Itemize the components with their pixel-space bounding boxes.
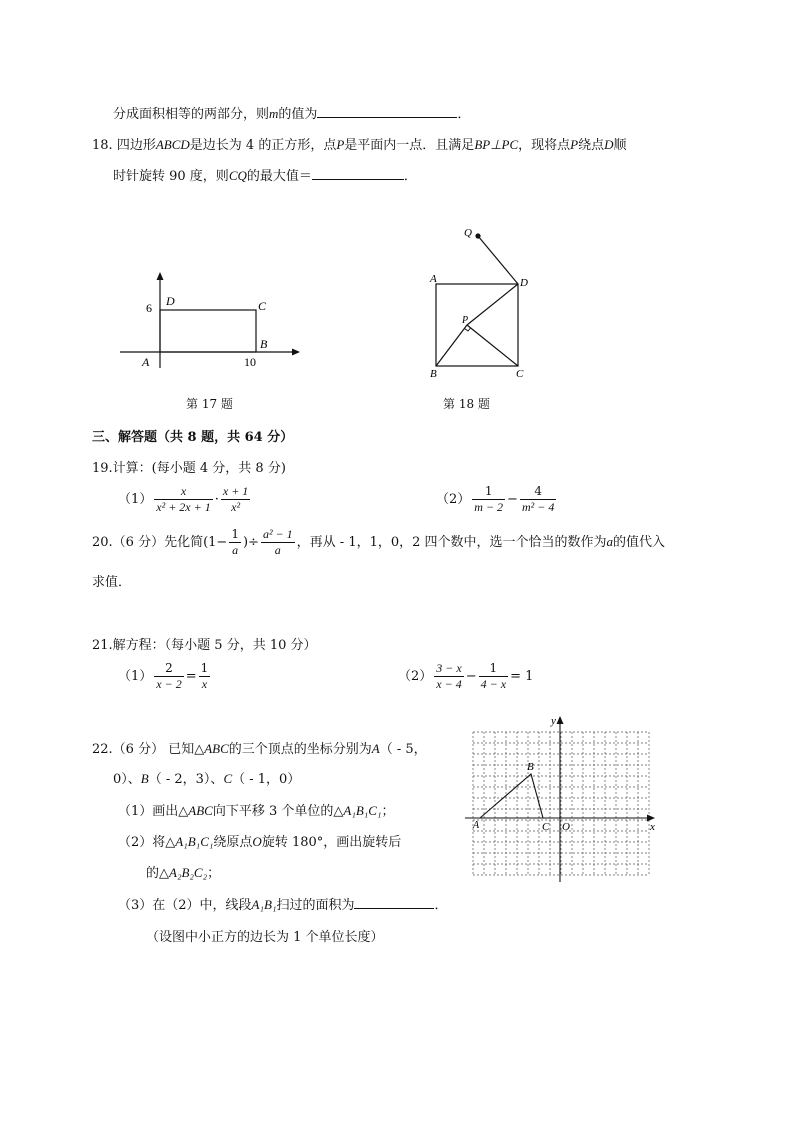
answer-blank — [317, 117, 457, 118]
q22-step3: （3）在（2）中，线段A₁B₁扫过的面积为 ． — [118, 897, 448, 913]
answer-blank — [312, 179, 404, 180]
q21-title: 21.解方程：（每小题 5 分，共 10 分） — [92, 638, 317, 653]
q19-title: 19.计算：(每小题 4 分，共 8 分) — [92, 461, 286, 476]
label-x: x — [650, 821, 655, 833]
segment-pc — [467, 325, 518, 366]
label-b: B — [527, 761, 534, 773]
fraction: $\frac{1}{m - 2}$ — [474, 484, 504, 514]
answer-blank — [354, 908, 434, 909]
label-b: B — [430, 368, 437, 380]
square-abcd — [436, 284, 518, 366]
label-a: A — [430, 273, 437, 285]
q19-part2: （2） $\frac{1}{m - 2}$ − $\frac{4}{\text{m² − 4}}$ — [436, 484, 555, 514]
point-q — [475, 233, 480, 238]
segment-dq — [478, 236, 518, 284]
q20-line1: 20.（6 分）先化简(1− $\frac{1}{a}$ )÷ $\frac{\text{a² − 1}}{a}$ ，再从 - 1，1，0，2 四个数中，选一个恰当的数作为a的值代入 — [92, 527, 666, 557]
y-axis-arrow — [157, 272, 164, 280]
q19-part1: （1） $\frac{x}{\text{x² + 2x + 1}}$ · $\frac{x + 1}{\text{x²}}$ — [118, 484, 249, 514]
y-axis-arrow — [557, 716, 564, 724]
fraction: $\frac{x}{\text{x² + 2x + 1}}$ — [156, 484, 211, 514]
rectangle-abcd — [160, 310, 256, 352]
x-axis-arrow — [292, 349, 300, 356]
label-6: 6 — [146, 301, 152, 315]
label-a: A — [473, 820, 480, 831]
fraction: $\frac{4}{\text{m² − 4}}$ — [521, 484, 555, 514]
label-d: D — [166, 294, 175, 308]
q22-line2: 0）、B（ - 2，3）、C（ - 1，0） — [113, 771, 301, 787]
label-c: C — [258, 299, 267, 313]
q20-line2: 求值． — [92, 575, 132, 590]
fraction: $\frac{x + 1}{\text{x²}}$ — [222, 484, 249, 514]
label-10: 10 — [244, 355, 256, 369]
dashed-grid — [473, 732, 649, 875]
section-heading: 三、解答题（共 8 题，共 64 分） — [92, 430, 294, 445]
fig17-caption: 第 17 题 — [186, 397, 233, 411]
fraction: $\frac{1}{a}$ — [231, 527, 239, 557]
q22-step1: （1）画出△ABC向下平移 3 个单位的△A₁B₁C₁； — [118, 803, 395, 819]
q18-line2: 时针旋转 90 度，则CQ的最大值＝ ． — [113, 168, 417, 184]
figure-22-grid — [465, 712, 665, 884]
segment-bp — [436, 325, 467, 366]
q22-line1: 22.（6 分） 已知△ABC的三个顶点的坐标分别为A（ - 5， — [92, 741, 427, 757]
q21-part2: （2） $\frac{3 - x}{x - 4}$ − $\frac{1}{4 - x}$ = 1 — [398, 661, 534, 691]
q17-tail: 分成面积相等的两部分，则m的值为 ． — [113, 106, 471, 122]
label-q: Q — [464, 227, 472, 239]
fraction: $\frac{1}{x}$ — [200, 661, 209, 691]
fig18-caption: 第 18 题 — [443, 397, 490, 411]
label-d: D — [520, 277, 528, 289]
q18-line1: 18. 四边形ABCD是边长为 4 的正方形，点P是平面内一点．且满足BP⊥PC，现将点P绕点D顺 — [92, 137, 627, 153]
label-a: A — [142, 355, 150, 369]
label-c: C — [542, 821, 550, 833]
label-p: P — [462, 315, 469, 326]
figure-18 — [420, 220, 540, 385]
figure-17 — [112, 268, 312, 378]
label-b: B — [260, 337, 268, 351]
fraction: $\frac{\text{a² − 1}}{a}$ — [262, 527, 293, 557]
triangle-abc — [480, 774, 543, 818]
fraction: $\frac{2}{x - 2}$ — [156, 661, 182, 691]
label-y: y — [551, 715, 556, 727]
fraction: $\frac{1}{4 - x}$ — [480, 661, 507, 691]
q22-step2: （2）将△A₁B₁C₁绕原点O旋转 180°，画出旋转后 — [118, 834, 402, 850]
q22-note: （设图中小正方的边长为 1 个单位长度） — [146, 930, 384, 945]
segment-pd — [467, 284, 518, 325]
fraction: $\frac{3 - x}{x - 4}$ — [436, 661, 462, 691]
q22-step2-line2: 的△A₂B₂C₂； — [146, 865, 221, 881]
right-angle-mark — [465, 328, 471, 331]
q21-part1: （1） $\frac{2}{x - 2}$ = $\frac{1}{x}$ — [118, 661, 209, 691]
label-o: O — [562, 821, 570, 833]
label-c: C — [516, 368, 524, 380]
